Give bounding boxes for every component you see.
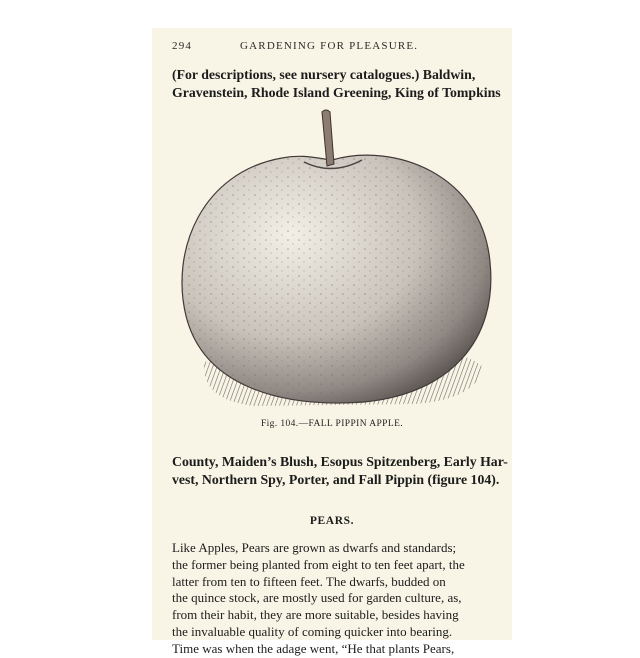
apple-illustration xyxy=(164,102,500,420)
continuation-line: County, Maiden’s Blush, Esopus Spitzenberg, Early Har- xyxy=(172,454,508,469)
pears-line: the former being planted from eight to ten feet apart, the xyxy=(172,556,465,572)
pears-line: the quince stock, are mostly used for garden culture, as, xyxy=(172,590,462,606)
pears-line: from their habit, they are more suitable, besides having xyxy=(172,607,459,623)
intro-paragraph xyxy=(172,66,504,101)
continuation-line: vest, Northern Spy, Porter, and Fall Pippin (figure 104). xyxy=(172,471,500,487)
figure-caption: Fig. 104.—FALL PIPPIN APPLE. xyxy=(260,419,404,429)
pears-line: Time was when the adage went, “He that plants Pears, xyxy=(172,640,455,656)
pears-line: the invaluable quality of coming quicker into bearing. xyxy=(172,623,453,639)
running-head: GARDENING FOR PLEASURE. xyxy=(240,40,419,52)
book-page xyxy=(152,28,512,656)
pears-line: Like Apples, Pears are grown as dwarfs and standards; xyxy=(172,540,457,555)
intro-line: Gravenstein, Rhode Island Greening, King of Tompkins xyxy=(172,84,501,100)
apple-stem xyxy=(322,110,334,166)
section-heading: PEARS. xyxy=(309,515,355,527)
intro-line: (For descriptions, see nursery catalogues.) Baldwin, xyxy=(172,67,476,82)
continuation-paragraph xyxy=(172,453,508,488)
page-number: 294 xyxy=(172,40,193,52)
pears-line: latter from ten to fifteen feet. The dwarfs, budded on xyxy=(172,573,446,589)
